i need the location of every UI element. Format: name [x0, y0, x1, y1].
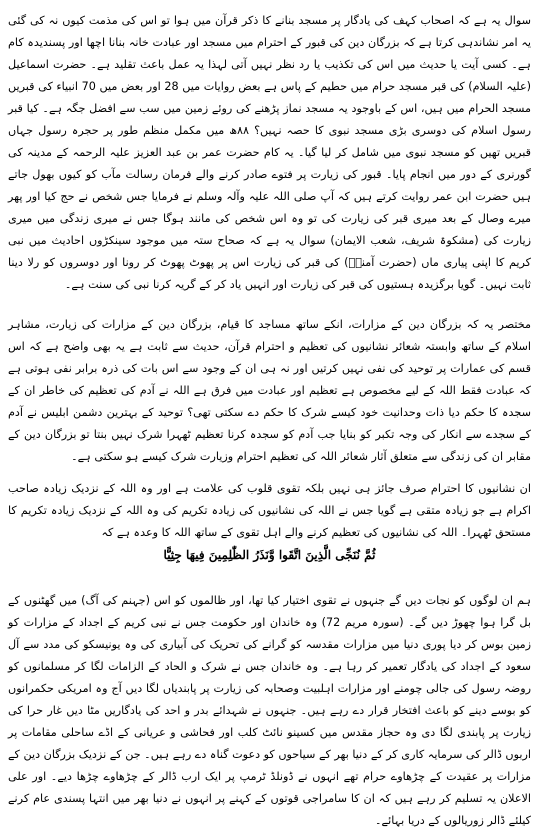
paragraph-spacer — [8, 568, 531, 590]
paragraph-spacer — [8, 304, 531, 314]
paragraph-graves-mosques: سوال یہ ہے کہ اصحاب کہف کی یادگار پر مسجد بنانے کا ذکر قرآن میں ہوا تو اس کی مذمت کیوں نہ کی گئی یہ امر نشاندہی کرتا ہے کہ بزرگان دین کی قبور کے احترام میں مسجد اور عبادت خانہ بنانا اچھا اور پسندیدہ کام ہے۔ کسی آیت یا حدیث میں اس کی تکذیب یا رد نظر نہیں آتی لہذا یہ عمل باعث تقلید ہے۔ حضرت اسماعیل (علیہ السلام) کی قبر مسجد حرام میں حطیم کے پاس ہے بعض روایات میں 28 اور بعض میں 70 انبیاء کی قبریں مسجد الحرام میں ہیں، اس کے باوجود یہ مسجد نماز پڑھنے کی روئے زمین میں سب سے افضل جگہ ہے۔ کیا قبر رسول اسلام کی دوسری بڑی مسجد نبوی کا حصہ نہیں؟ ۸۸ھ میں مکمل منظم طور پر حجرہ رسول جہاں قبریں تھیں کو مسجد نبوی میں شامل کر لیا گیا۔ یہ کام حضرت عمر بن عبد العزیز علیہ الرحمہ کے مدینہ کی گورنری کے دور میں انجام پایا۔ قبور کی زیارت پر فتوے صادر کرنے والے فرمان رسالت مآب کو کیوں بھول جاتے ہیں حضرت ابن عمر روایت کرتے ہیں کہ آپ صلی اللہ علیہ وآلہ وسلم نے فرمایا جس شخص نے حج کیا اور پھر میرے وصال کے بعد میری قبر کی زیارت کی تو وہ اس شخص کی مانند ہوگا جس نے میری زندگی میں میری زیارت کی (مشکوۃ شریف، شعب الایمان) سوال یہ ہے کہ صحاح ستہ میں موجود سینکڑوں احادیث میں نبی کریم کا اپنی پیاری ماں (حضرت آمنہؓ) کی قبر کی زیارت اس پر پھوٹ پھوٹ کر رونا اور دوسروں کو رلا دینا ثابت نہیں۔ گویا برگزیدہ ہستیوں کی قبر کی زیارت اور انہیں یاد کر کے گریہ کرنا نبی کی سنت ہے۔ — [8, 14, 531, 291]
paragraph-summary: مختصر یہ کہ بزرگان دین کے مزارات، انکے ساتھ مساجد کا قیام، بزرگان دین کے مزارات کی زیارت، مشاہر اسلام کے ساتھ وابستہ شعائر نشانیوں کی تعظیم و احترام قرآن، حدیث سے ثابت ہے یہ بھی واضح ہے کہ اس قسم کی عمارات پر توحید کی نفی نہیں کرتیں اور نہ ہی ان کے وجود سے اس بات کی ذرہ برابر نفی ہوتی ہے کہ عبادت فقط اللہ کے لیے مخصوص ہے تعظیم اور عبادت میں فرق ہے اللہ نے آدم کی تعظیم کی خاطر ان کے سجدہ کا حکم دیا ذات وحدانیت خود کیسے شرک کا حکم دے سکتی تھی؟ توحید کے بہترین دشمن ابلیس نے آدم کے سجدے سے انکار کی وجہ تکبر کو بنایا جب آدم کو سجدہ کرنا تعظیم ٹھہرا شرک نہیں بنتا تو بزرگان دین کے مقابر ان کی زندگی سے متعلق آثار شعائر اللہ کی تعظیم احترام وزیارت شرک کیسے ہو سکتی ہے۔ — [8, 318, 531, 463]
paragraph-signs-respect: ان نشانیوں کا احترام صرف جائز ہی نہیں بلکہ تقوی قلوب کی علامت ہے اور وہ اللہ کے نزدیک زیادہ صاحب اکرام ہے جو زیادہ متقی ہے گویا جس نے اللہ کی نشانیوں کی زیادہ تکریم کی وہ اللہ کے نزدیک زیادہ تکریم کا مستحق ٹھہرا۔ اللہ کی نشانیوں کی تعظیم کرنے والے اہل تقوی کے ساتھ اللہ کا وعدہ ہے کہ — [8, 482, 531, 539]
paragraph-verse-explanation: ہم ان لوگوں کو نجات دیں گے جنہوں نے تقوی اختیار کیا تھا، اور ظالموں کو اس (جہنم کی آگ) میں گھٹنوں کے بل گرا ہوا چھوڑ دیں گے۔ (سورہ مریم 72) وہ خاندان اور حکومت جس نے نبی کریم کے اجداد کے مزارات کو زمین بوس کر دیا پوری دنیا میں مزارات مقدسہ کو گرانے کی تحریک کی آبیاری کی وہ یونیسکو کی مدد سے آل سعود کے اجداد کی یادگار تعمیر کر رہا ہے۔ وہ خاندان جس نے شرک و الحاد کے الزامات لگا کر مسلمانوں کو روضہ رسول کی جالی چومنے اور مزارات اہلبیت وصحابہ کی زیارت پر پابندیاں لگا دیں آج وہ امریکی حکمرانوں کو بوسے دینے کو باعث افتخار قرار دے رہے ہیں۔ جنہوں نے شہدائے بدر و احد کی یادگاریں مٹا دیں غار حرا کی زیارت پر پابندی لگا دی وہ حجاز مقدس میں کسینو نائٹ کلب اور فحاشی و عریانی کے اڈے ساحلی مقامات پر اربوں ڈالر کی سرمایہ کاری کر کے دنیا بھر کے سیاحوں کو دعوت گناہ دے رہے ہیں۔ جن کے نزدیک بزرگان دین کے مزارات پر عقیدت کے چڑھاوے حرام تھے انہوں نے ڈونلڈ ٹرمپ پر ایک ارب ڈالر کے چڑھاوے چڑھا دیے۔ اور علی الاعلان یہ تسلیم کر رہے ہیں کہ ان کا سامراجی قوتوں کے کہنے پر انہوں نے دنیا بھر میں انتہا پسندی عام کرنے کیلئے ڈالر زوریالوں کے دریا بہائے۔ — [8, 594, 532, 827]
paragraph-spacer — [8, 470, 531, 478]
quran-verse: ثُمَّ نُنَجِّى الَّذِينَ اتَّقَوا وَّنَذَرُ الظّٰلِمِينَ فِيهَا جِثِيًّا — [163, 548, 376, 562]
